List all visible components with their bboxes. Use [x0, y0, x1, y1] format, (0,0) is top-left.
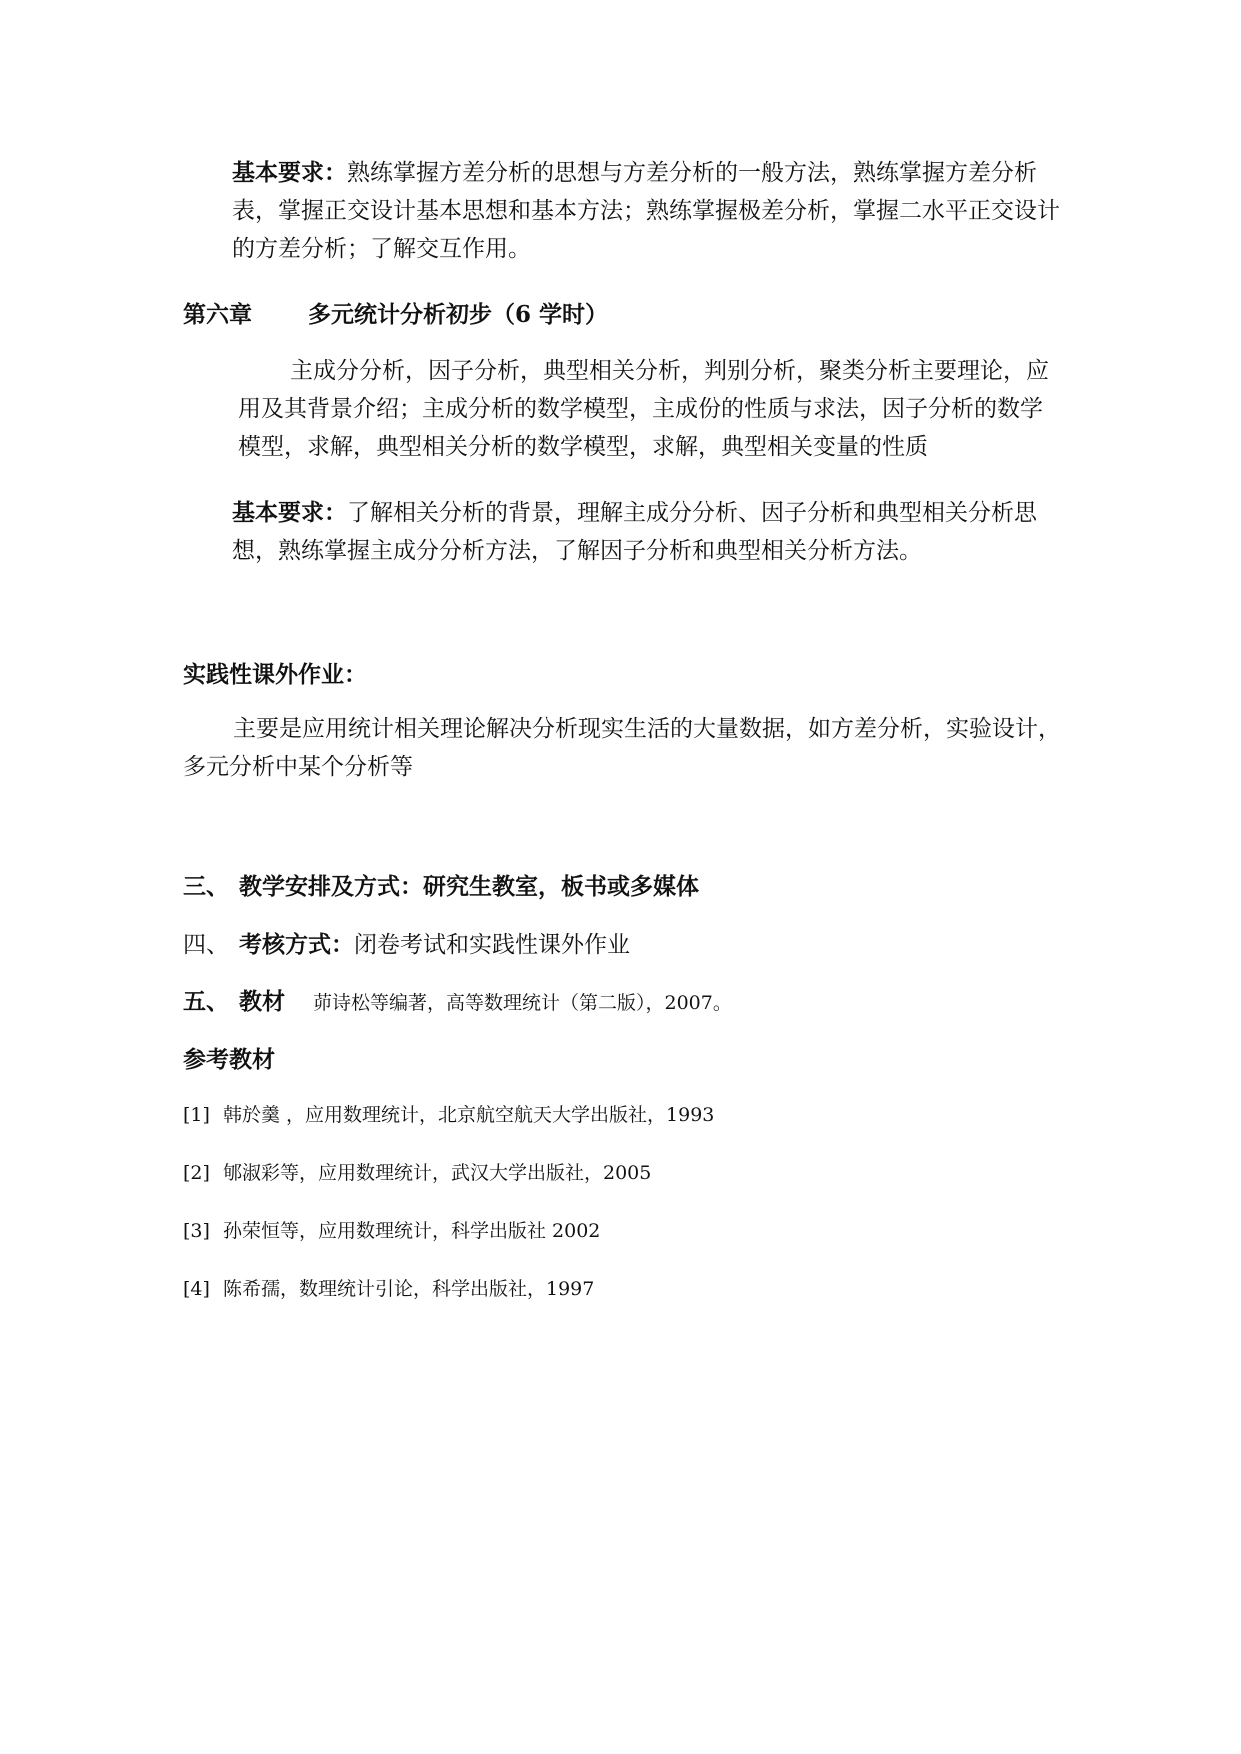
reference-text: 郇淑彩等，应用数理统计，武汉大学出版社，2005	[223, 1162, 652, 1184]
item-label: 教学安排及方式：研究生教室，板书或多媒体	[239, 873, 699, 900]
item-text: 茆诗松等编著，高等数理统计（第二版），2007。	[313, 992, 732, 1014]
reference-text: 陈希孺，数理统计引论，科学出版社，1997	[223, 1278, 595, 1300]
item-label: 教材	[239, 988, 285, 1015]
reference-number: [3]	[183, 1220, 210, 1242]
practice-text: 主要是应用统计相关理论解决分析现实生活的大量数据，如方差分析，实验设计，多元分析中某个分析等	[183, 716, 1061, 780]
item-assessment	[183, 926, 630, 959]
reference-number: [1]	[183, 1104, 210, 1126]
chapter5-requirements	[232, 154, 1062, 268]
reference-item	[183, 1158, 651, 1185]
item-textbook	[183, 983, 732, 1016]
practice-heading: 实践性课外作业：	[183, 661, 367, 688]
chapter6-requirements	[232, 494, 1062, 570]
reference-item	[183, 1216, 600, 1243]
reference-item	[183, 1100, 714, 1127]
chapter6-heading	[183, 296, 608, 329]
reference-text: 孙荣恒等，应用数理统计，科学出版社 2002	[223, 1220, 601, 1242]
reference-number: [4]	[183, 1278, 210, 1300]
requirements-text: 熟练掌握方差分析的思想与方差分析的一般方法，熟练掌握方差分析表，掌握正交设计基本思想和基本方法；熟练掌握极差分析，掌握二水平正交设计的方差分析；了解交互作用。	[232, 160, 1060, 262]
requirements-text: 了解相关分析的背景，理解主成分分析、因子分析和典型相关分析思想，熟练掌握主成分分析方法，了解因子分析和典型相关分析方法。	[232, 500, 1037, 564]
item-teaching-arrangement	[183, 868, 699, 901]
requirements-label: 基本要求：	[232, 159, 347, 186]
requirements-label: 基本要求：	[232, 499, 347, 526]
item-number: 四、	[183, 932, 229, 958]
reference-item	[183, 1274, 594, 1301]
item-number: 三、	[183, 873, 229, 900]
item-label: 考核方式：	[239, 931, 354, 958]
chapter6-body: 主成分分析，因子分析，典型相关分析，判别分析，聚类分析主要理论，应用及其背景介绍；主成分析的数学模型，主成份的性质与求法，因子分析的数学模型，求解，典型相关分析的数学模型，求解，典型相关变量的性质	[238, 358, 1049, 460]
reference-number: [2]	[183, 1162, 210, 1184]
references-heading: 参考教材	[183, 1046, 275, 1073]
item-number: 五、	[183, 988, 229, 1015]
chapter6-title: 多元统计分析初步（6 学时）	[308, 301, 609, 328]
chapter6-label: 第六章	[183, 301, 252, 328]
item-text: 闭卷考试和实践性课外作业	[354, 932, 630, 958]
reference-text: 韩於羹 ，应用数理统计，北京航空航天大学出版社，1993	[223, 1104, 715, 1126]
